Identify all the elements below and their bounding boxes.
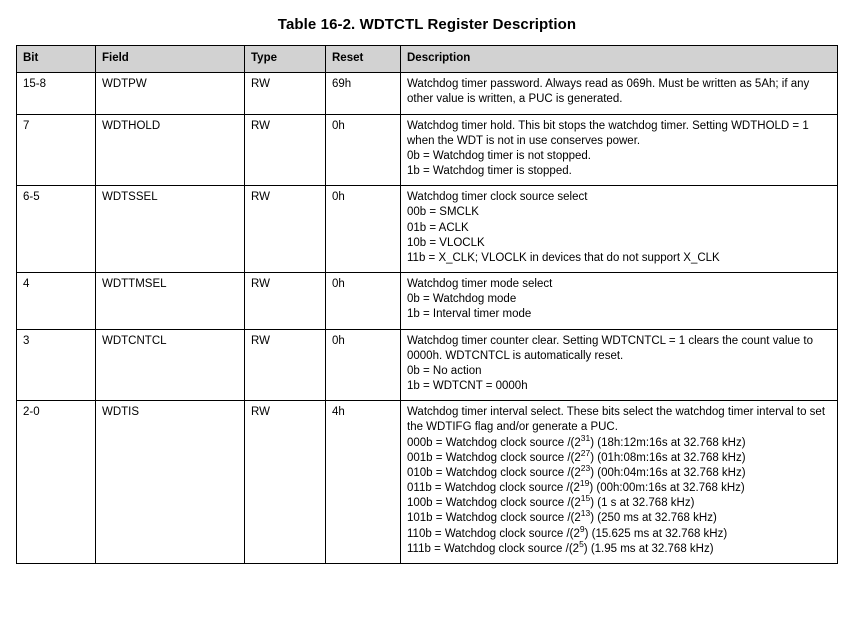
description-line: 0b = Watchdog mode bbox=[407, 293, 517, 306]
table-row bbox=[17, 273, 838, 330]
description-line: 01b = ACLK bbox=[407, 221, 469, 234]
column-header-type: Type bbox=[245, 46, 326, 73]
cell-description bbox=[401, 186, 838, 273]
column-header-field: Field bbox=[96, 46, 245, 73]
cell-reset: 0h bbox=[326, 186, 401, 273]
page-title: Table 16-2. WDTCTL Register Description bbox=[277, 16, 577, 33]
cell-description bbox=[401, 114, 838, 186]
description-line: 1b = Watchdog timer is stopped. bbox=[407, 165, 572, 178]
cell-field: WDTIS bbox=[96, 401, 245, 564]
description-line: Watchdog timer clock source select bbox=[407, 191, 588, 204]
description-line: 000b = Watchdog clock source $/(2^{31})$ (18h:12m:16s at 32.768 kHz) bbox=[407, 432, 746, 449]
cell-bit: 15-8 bbox=[17, 73, 96, 114]
cell-type: RW bbox=[245, 73, 326, 114]
table-row bbox=[17, 73, 838, 114]
cell-reset: 4h bbox=[326, 401, 401, 564]
description-line: Watchdog timer mode select bbox=[407, 278, 553, 291]
description-line: 0b = No action bbox=[407, 364, 482, 377]
description-line: 101b = Watchdog clock source $/(2^{13})$ (250 ms at 32.768 kHz) bbox=[407, 508, 717, 525]
description-line: 111b = Watchdog clock source $/(2^5)$ (1.95 ms at 32.768 kHz) bbox=[407, 538, 714, 555]
cell-bit: 7 bbox=[17, 114, 96, 186]
cell-reset: 69h bbox=[326, 73, 401, 114]
cell-field: WDTSSEL bbox=[96, 186, 245, 273]
description-line: Watchdog timer password. Always read as 069h. Must be written as 5Ah; if any other value is written, a PUC is generated. bbox=[407, 78, 810, 106]
cell-description bbox=[401, 273, 838, 330]
description-line: 010b = Watchdog clock source $/(2^{23})$ (00h:04m:16s at 32.768 kHz) bbox=[407, 463, 746, 479]
description-line: 10b = VLOCLK bbox=[407, 236, 485, 249]
cell-bit: 6-5 bbox=[17, 186, 96, 273]
cell-description bbox=[401, 329, 838, 401]
cell-reset: 0h bbox=[326, 329, 401, 401]
description-line: 1b = Interval timer mode bbox=[407, 308, 532, 321]
description-line: Watchdog timer interval select. These bits select the watchdog timer interval to set the WDTIFG flag and/or generate a PUC. bbox=[407, 406, 826, 434]
description-line: Watchdog timer hold. This bit stops the watchdog timer. Setting WDTHOLD = 1 when the WDT is not in use conserves power. bbox=[407, 119, 809, 147]
cell-type: RW bbox=[245, 401, 326, 564]
cell-type: RW bbox=[245, 186, 326, 273]
table-body bbox=[17, 73, 838, 564]
description-line: 0b = Watchdog timer is not stopped. bbox=[407, 149, 591, 162]
document-page bbox=[0, 16, 854, 644]
description-line: 00b = SMCLK bbox=[407, 206, 479, 219]
wdtctl-register-table bbox=[16, 45, 838, 564]
cell-reset: 0h bbox=[326, 273, 401, 330]
cell-bit: 3 bbox=[17, 329, 96, 401]
table-header bbox=[17, 46, 838, 73]
cell-reset: 0h bbox=[326, 114, 401, 186]
table-row bbox=[17, 329, 838, 401]
cell-field: WDTPW bbox=[96, 73, 245, 114]
cell-field: WDTTMSEL bbox=[96, 273, 245, 330]
column-header-reset: Reset bbox=[326, 46, 401, 73]
description-line: 001b = Watchdog clock source $/(2^{27})$ (01h:08m:16s at 32.768 kHz) bbox=[407, 447, 746, 464]
description-line: 011b = Watchdog clock source $/(2^{19})$ (00h:00m:16s at 32.768 kHz) bbox=[407, 478, 745, 495]
column-header-description: Description bbox=[401, 46, 838, 73]
table-header-row bbox=[17, 46, 838, 73]
cell-description bbox=[401, 73, 838, 114]
column-header-bit: Bit bbox=[17, 46, 96, 73]
description-line: Watchdog timer counter clear. Setting WDTCNTCL = 1 clears the count value to 0000h. WDTCNTCL is automatically reset. bbox=[407, 334, 813, 362]
cell-bit: 4 bbox=[17, 273, 96, 330]
table-row bbox=[17, 114, 838, 186]
cell-field: WDTHOLD bbox=[96, 114, 245, 186]
table-row bbox=[17, 186, 838, 273]
cell-description bbox=[401, 401, 838, 564]
cell-type: RW bbox=[245, 329, 326, 401]
cell-field: WDTCNTCL bbox=[96, 329, 245, 401]
cell-type: RW bbox=[245, 273, 326, 330]
table-row bbox=[17, 401, 838, 564]
description-line: 110b = Watchdog clock source $/(2^9)$ (15.625 ms at 32.768 kHz) bbox=[407, 523, 728, 540]
description-line: 100b = Watchdog clock source $/(2^{15})$ (1 s at 32.768 kHz) bbox=[407, 493, 695, 510]
cell-bit: 2-0 bbox=[17, 401, 96, 564]
cell-type: RW bbox=[245, 114, 326, 186]
description-line: 1b = WDTCNT = 0000h bbox=[407, 380, 528, 393]
description-line: 11b = X_CLK; VLOCLK in devices that do not support X_CLK bbox=[407, 251, 720, 264]
